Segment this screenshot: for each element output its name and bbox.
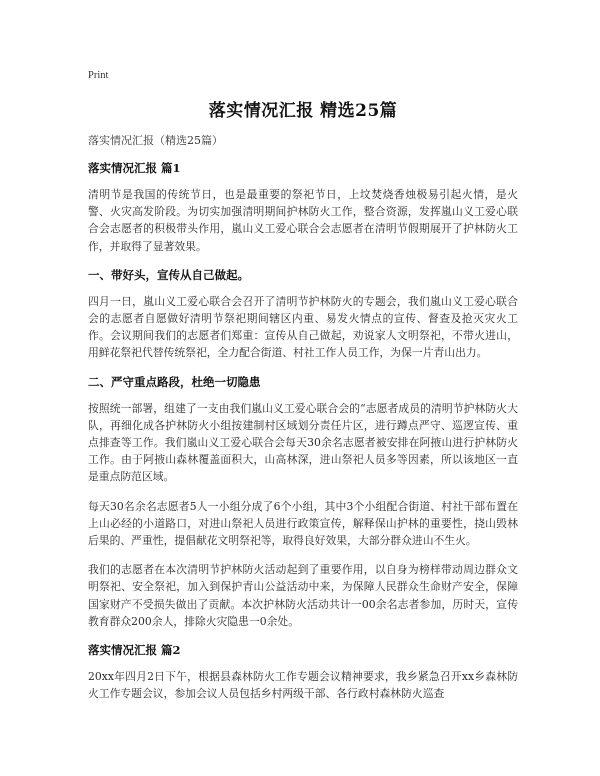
section-heading: 落实情况汇报 篇2 [88,643,181,658]
document-subtitle: 落实情况汇报（精选25篇） [88,134,223,147]
section-heading: 落实情况汇报 篇1 [88,161,181,175]
section-heading: 二、严守重点路段，杜绝一切隐患 [88,374,261,389]
paragraph: 我们的志愿者在本次清明节护林防火活动起到了重要作用，以自身为榜样带动周边群众文明祭祀、安全祭祀，加入到保护青山公益活动中来，为保障人民群众生命财产安全，保障国家财产不受损失做出了贡献。本次护林防火活动共计一00余名志者参加，历时天，宣传教育群众200余人，排除火灾隐患一0余处。 [88,563,518,628]
paragraph: 20xx年四月2日下午，根据县森林防火工作专题会议精神要求，我乡紧急召开xx乡森林防火工作专题会议，参加会议人员包括乡村两级干部、各行政村森林防火巡查 [88,670,518,701]
document-body [88,160,518,714]
paragraph: 按照统一部署，组建了一支由我们嵐山义工爱心联合会的“志愿者成员的清明节护林防火大队，再细化成各护林防火小组按建制村区域划分责任片区，进行蹲点严守、巡逻宣传、重点排查等工作。我们嵐山义工爱心联合会每天30余名志愿者被安排在阿掖山进行护林防火工作。由于阿掖山森林覆盖面积大，山高林深，进山祭祀人员多等因素，所以该地区一直是重点防范区域。 [88,401,518,484]
document-title: 落实情况汇报 精选25篇 [208,101,398,121]
paragraph: 四月一日，嵐山义工爱心联合会召开了清明节护林防火的专题会，我们嵐山义工爱心联合会的志愿者自愿做好清明节祭祀期间辖区内重、易发火情点的宣传、督查及抢灭灾火工作。会议期间我们的志愿者们郑重：宣传从自己做起，劝说家人文明祭祀，不带火进山，用鲜花祭祀代替传统祭祀，全力配合街道、村社工作人员工作，为保一片青山出力。 [88,294,518,360]
paragraph: 每天30名余名志愿者5人一小组分成了6个小组，其中3个小组配合街道、村社干部布置在上山必经的小道路口，对进山祭祀人员进行政策宣传，解释保山护林的重要性，挠山毁林后果的、严重性，提倡献花文明祭祀等，取得良好效果，大部分群众进山不生火。 [88,499,518,548]
paragraph: 清明节是我国的传统节日，也是最重要的祭祀节日，上坟焚烧香烛极易引起火情，是火警、火灾高发阶段。为切实加强清明期间护林防火工作，整合资源，发挥嵐山义工爱心联合会志愿者的积极带头作用，嵐山义工爱心联合会志愿者在清明节假期展开了护林防火工作，并取得了显著效果。 [88,188,518,253]
print-link[interactable]: Print [88,70,109,81]
section-heading: 一、带好头，宣传从自己做起。 [88,267,249,282]
